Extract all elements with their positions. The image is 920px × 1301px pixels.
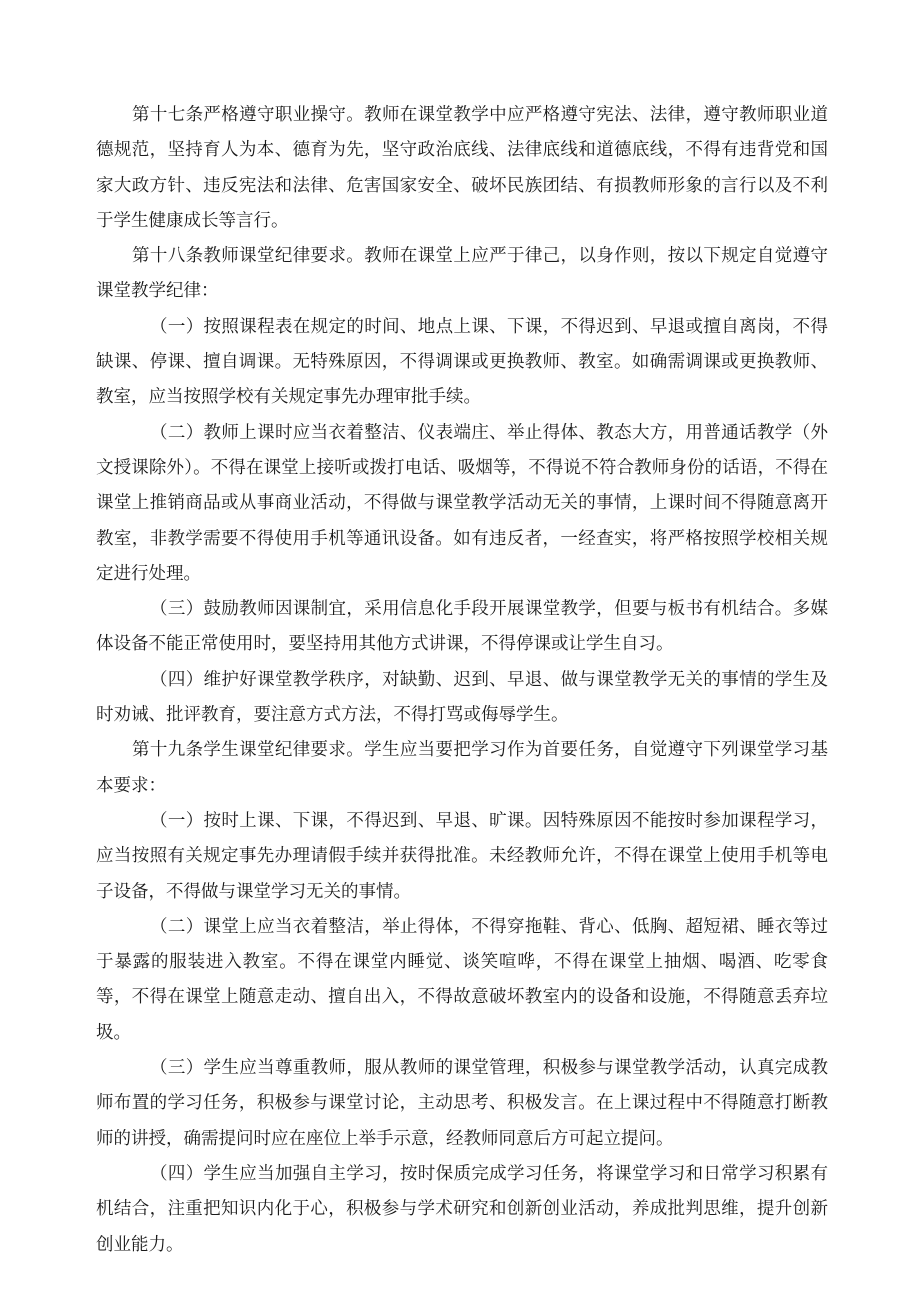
article-19-item-2: （二）课堂上应当衣着整洁，举止得体，不得穿拖鞋、背心、低胸、超短裙、睡衣等过于暴露的服装进入教室。不得在课堂内睡觉、谈笑喧哗，不得在课堂上抽烟、喝酒、吃零食等，不得在课堂上随意走动、擅自出入，不得故意破坏教室内的设备和设施，不得随意丢弃垃圾。 [96, 916, 828, 1043]
article-19-item-1: （一）按时上课、下课，不得迟到、早退、旷课。因特殊原因不能按时参加课程学习，应当按照有关规定事先办理请假手续并获得批准。未经教师允许，不得在课堂上使用手机等电子设备，不得做与课堂学习无关的事情。 [96, 810, 828, 902]
article-18-paragraph: 第十八条教师课堂纪律要求。教师在课堂上应严于律己，以身作则，按以下规定自觉遵守课堂教学纪律： [96, 246, 828, 302]
article-19-item-3: （三）学生应当尊重教师，服从教师的课堂管理，积极参与课堂教学活动，认真完成教师布置的学习任务，积极参与课堂讨论，主动思考、积极发言。在上课过程中不得随意打断教师的讲授，确需提问时应在座位上举手示意，经教师同意后方可起立提问。 [96, 1058, 828, 1149]
article-18-item-2: （二）教师上课时应当衣着整洁、仪表端庄、举止得体、教态大方，用普通话教学（外文授课除外）。不得在课堂上接听或拨打电话、吸烟等，不得说不符合教师身份的话语，不得在课堂上推销商品或从事商业活动，不得做与课堂教学活动无关的事情，上课时间不得随意离开教室，非教学需要不得使用手机等通讯设备。如有违反者，一经查实，将严格按照学校相关规定进行处理。 [96, 422, 828, 584]
article-18-item-4: （四）维护好课堂教学秩序，对缺勤、迟到、早退、做与课堂教学无关的事情的学生及时劝诫、批评教育，要注意方式方法，不得打骂或侮辱学生。 [96, 669, 828, 726]
article-19-item-4: （四）学生应当加强自主学习，按时保质完成学习任务，将课堂学习和日常学习积累有机结合，注重把知识内化于心，积极参与学术研究和创新创业活动，养成批判思维，提升创新创业能力。 [96, 1163, 828, 1255]
document-body [96, 98, 828, 1263]
article-19-paragraph: 第十九条学生课堂纪律要求。学生应当要把学习作为首要任务，自觉遵守下列课堂学习基本要求： [96, 740, 828, 796]
article-18-item-1: （一）按照课程表在规定的时间、地点上课、下课，不得迟到、早退或擅自离岗，不得缺课、停课、擅自调课。无特殊原因，不得调课或更换教师、教室。如确需调课或更换教师、教室，应当按照学校有关规定事先办理审批手续。 [96, 316, 828, 408]
article-17-paragraph: 第十七条严格遵守职业操守。教师在课堂教学中应严格遵守宪法、法律，遵守教师职业道德规范，坚持育人为本、德育为先，坚守政治底线、法律底线和道德底线，不得有违背党和国家大政方针、违反宪法和法律、危害国家安全、破坏民族团结、有损教师形象的言行以及不利于学生健康成长等言行。 [96, 105, 828, 231]
article-18-item-3: （三）鼓励教师因课制宜，采用信息化手段开展课堂教学，但要与板书有机结合。多媒体设备不能正常使用时，要坚持用其他方式讲课，不得停课或让学生自习。 [96, 599, 828, 655]
